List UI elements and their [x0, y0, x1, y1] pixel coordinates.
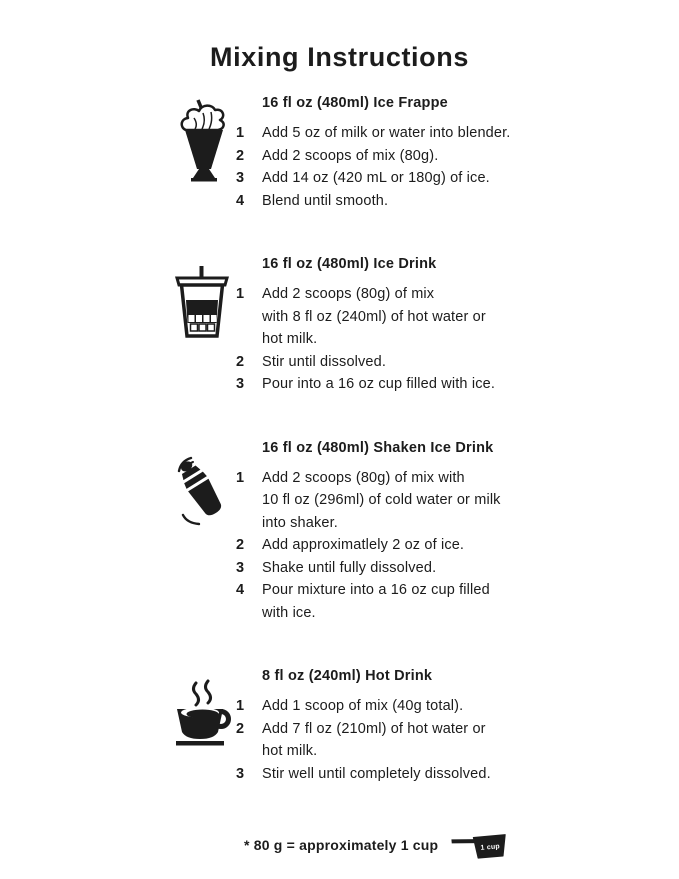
section-heading: 8 fl oz (240ml) Hot Drink [262, 668, 433, 684]
section-content [236, 440, 501, 625]
measuring-cup-label: 1 cup [480, 843, 501, 852]
step-text: Add 2 scoops (80g) of mix [262, 286, 435, 302]
iced-drink-icon [172, 266, 232, 342]
page-title: Mixing Instructions [210, 42, 469, 72]
step-text: Stir until dissolved. [262, 353, 387, 370]
icon-cell [168, 97, 236, 212]
step-text: hot milk. [262, 331, 318, 347]
section-ice-frappe [0, 95, 679, 212]
step-row [236, 373, 495, 396]
section-hot-drink [0, 668, 679, 785]
step-number: 2 [236, 537, 245, 553]
step-text: Blend until smooth. [262, 192, 389, 209]
step-number: 2 [236, 147, 245, 164]
step-row [236, 579, 501, 624]
icon-cell [168, 679, 236, 785]
step-number: 1 [236, 698, 245, 714]
icon-cell [168, 266, 236, 396]
step-number: 2 [236, 353, 245, 370]
shaker-icon [174, 455, 230, 527]
step-text: with 8 fl oz (240ml) of hot water or [262, 308, 486, 325]
step-text: with ice. [262, 604, 316, 621]
step-text: Add 2 scoops (80g) of mix with [262, 469, 465, 486]
step-number: 1 [236, 469, 245, 486]
step-row [236, 695, 491, 718]
step-row [236, 351, 495, 374]
step-row [236, 190, 510, 213]
step-text: Add 1 scoop of mix (40g total). [262, 698, 464, 714]
step-text: Pour into a 16 oz cup filled with ice. [262, 376, 495, 392]
step-row [236, 145, 510, 168]
section-ice-drink [0, 256, 679, 396]
section-shaken-ice-drink [0, 440, 679, 625]
step-text: Add 2 scoops of mix (80g). [262, 147, 439, 164]
section-content [236, 95, 510, 212]
footnote-text: * 80 g = approximately 1 cup [244, 837, 439, 853]
sections [0, 95, 679, 785]
step-row [236, 283, 495, 351]
step-number: 3 [236, 376, 245, 392]
step-number: 1 [236, 286, 245, 302]
step-text: Add 5 oz of milk or water into blender. [262, 125, 511, 141]
step-text: hot milk. [262, 743, 318, 759]
step-number: 3 [236, 170, 245, 186]
step-row [236, 534, 501, 557]
step-number: 1 [236, 125, 245, 141]
step-row [236, 557, 501, 580]
step-row [236, 467, 501, 535]
step-text: Add 14 oz (420 mL or 180g) of ice. [262, 170, 490, 186]
step-number: 4 [236, 582, 245, 598]
step-text: Stir well until completely dissolved. [262, 765, 491, 782]
step-number: 4 [236, 192, 245, 209]
step-text: Add 7 fl oz (210ml) of hot water or [262, 720, 486, 737]
footnote [244, 829, 679, 861]
measuring-cup-icon [450, 829, 508, 861]
step-text: 10 fl oz (296ml) of cold water or milk [262, 492, 501, 508]
section-heading: 16 fl oz (480ml) Shaken Ice Drink [262, 439, 494, 456]
step-number: 3 [236, 559, 245, 576]
icon-cell [168, 455, 236, 625]
section-heading: 16 fl oz (480ml) Ice Drink [262, 256, 437, 272]
step-row [236, 122, 510, 145]
step-text: Shake until fully dissolved. [262, 559, 437, 576]
step-text: Pour mixture into a 16 oz cup filled [262, 582, 490, 598]
frappe-icon [172, 97, 232, 185]
section-content [236, 256, 495, 396]
section-heading: 16 fl oz (480ml) Ice Frappe [262, 95, 448, 111]
step-text: into shaker. [262, 514, 338, 531]
step-row [236, 718, 491, 763]
step-number: 2 [236, 720, 245, 737]
step-row [236, 763, 491, 786]
step-text: Add approximatlely 2 oz of ice. [262, 537, 465, 553]
step-number: 3 [236, 765, 245, 782]
hot-drink-icon [170, 679, 234, 747]
section-content [236, 668, 491, 785]
step-row [236, 167, 510, 190]
